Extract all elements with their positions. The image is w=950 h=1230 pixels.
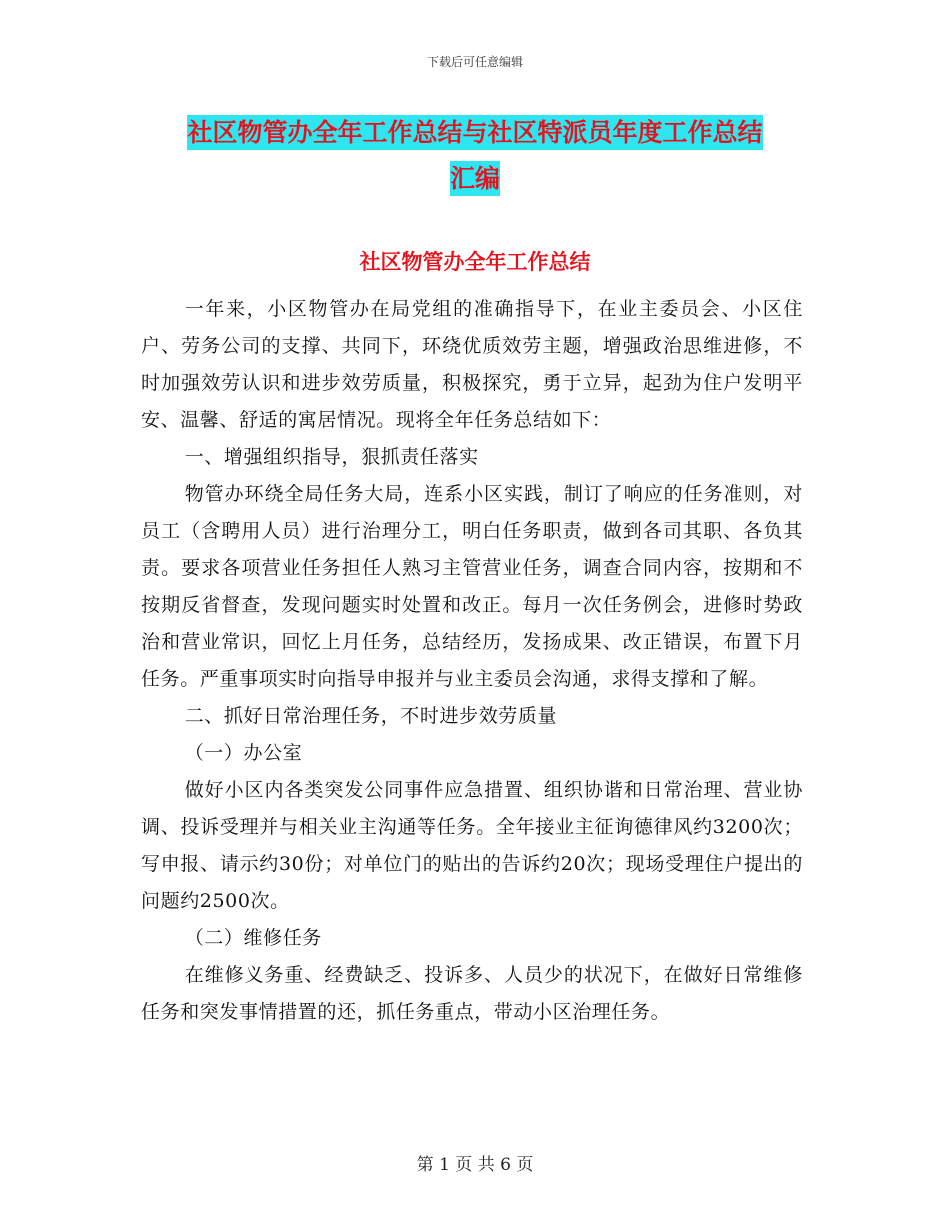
document-title [140, 110, 810, 202]
subheading-maintenance: （二）维修任务 [184, 927, 322, 949]
header-note: 下载后可任意编辑 [426, 55, 523, 69]
subheading-office: （一）办公室 [184, 742, 303, 764]
paragraph-maintenance: 在维修义务重、经费缺乏、投诉多、人员少的状况下，在做好日常维修任务和突发事情措置的还，抓任务重点，带动小区治理任务。 [141, 964, 803, 1023]
document-body [141, 291, 803, 1031]
page-footer: 第 1 页 共 6 页 [416, 1155, 534, 1175]
section-title: 社区物管办全年工作总结 [359, 250, 591, 274]
heading-section-1: 一、增强组织指导，狠抓责任落实 [184, 446, 479, 468]
paragraph-intro: 一年来，小区物管办在局党组的准确指导下，在业主委员会、小区住户、劳务公司的支撑、共同下，环绕优质效劳主题，增强政治思维进修，不时加强效劳认识和进步效劳质量，积极探究，勇于立异，起劲为住户发明平安、温馨、舒适的寓居情况。现将全年任务总结如下： [141, 298, 803, 431]
heading-section-2: 二、抓好日常治理任务，不时进步效劳质量 [184, 705, 558, 727]
document-title-line2: 汇编 [450, 161, 500, 196]
paragraph-section-1: 物管办环绕全局任务大局，连系小区实践，制订了响应的任务准则，对员工（含聘用人员）进行治理分工，明白任务职责，做到各司其职、各负其责。要求各项营业任务担任人熟习主管营业任务，调查合同内容，按期和不按期反省督查，发现问题实时处置和改正。每月一次任务例会，进修时势政治和营业常识，回忆上月任务，总结经历，发扬成果、改正错误，布置下月任务。严重事项实时向指导申报并与业主委员会沟通，求得支撑和了解。 [141, 483, 803, 690]
paragraph-office: 做好小区内各类突发公同事件应急措置、组织协谐和日常治理、营业协调、投诉受理并与相关业主沟通等任务。全年接业主征询德律风约3200次；写申报、请示约30份；对单位门的贴出的告诉约20次；现场受理住户提出的问题约2500次。 [141, 779, 803, 912]
document-title-line1: 社区物管办全年工作总结与社区特派员年度工作总结 [187, 115, 762, 150]
